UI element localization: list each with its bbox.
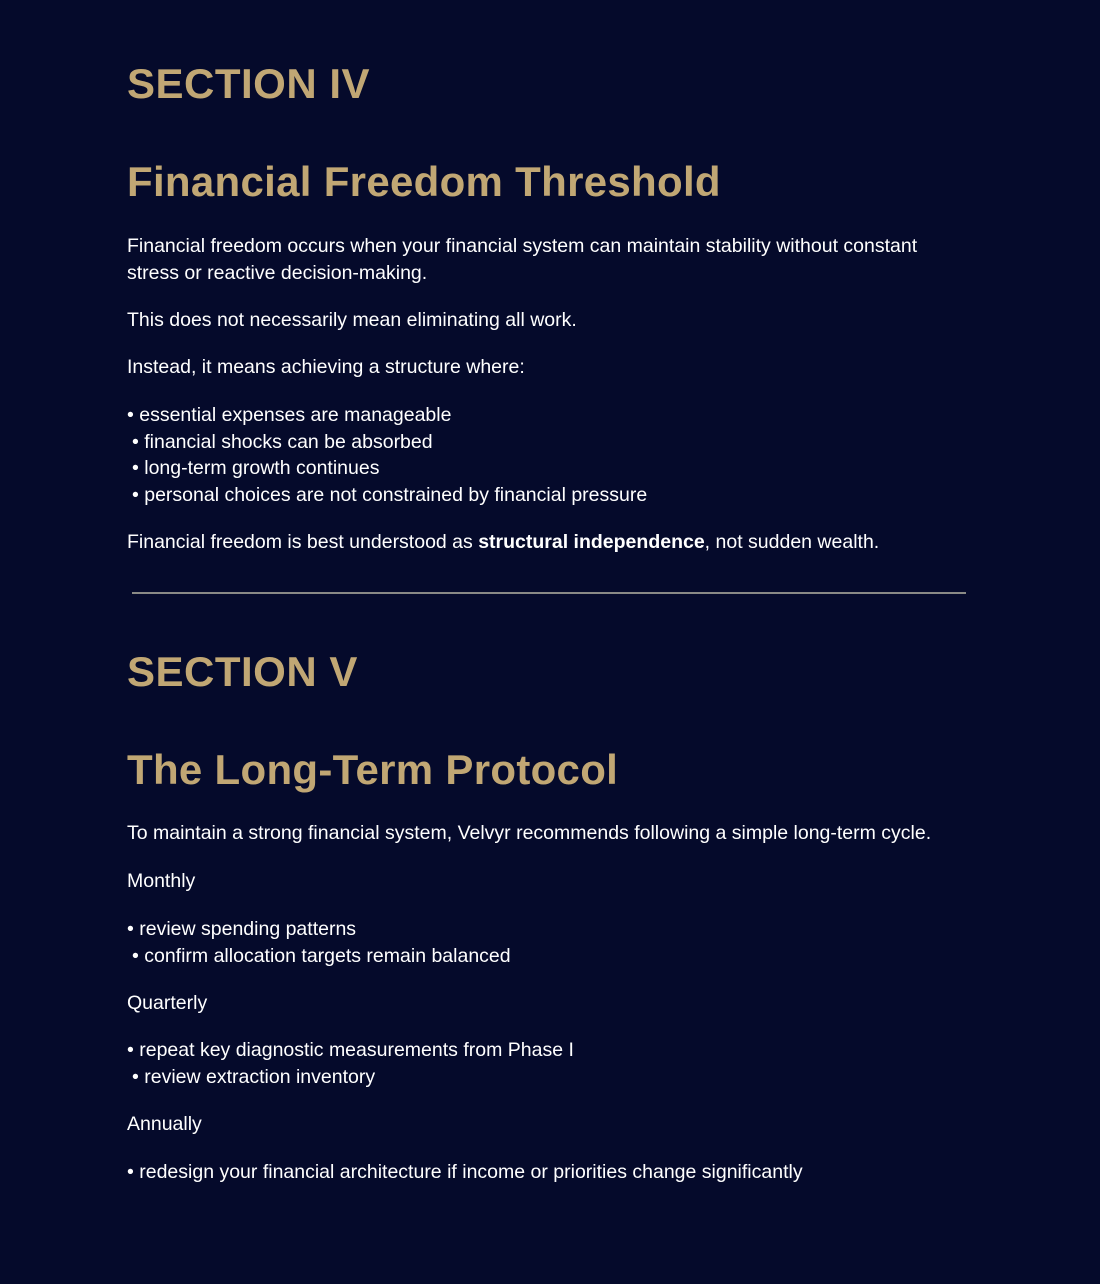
list-item: • repeat key diagnostic measurements from Phase I xyxy=(127,1039,574,1061)
quarterly-label: Quarterly xyxy=(127,992,208,1014)
section-4-closing-statement xyxy=(127,529,879,556)
section-divider xyxy=(132,592,966,594)
closing-text-start: Financial freedom is best understood as xyxy=(127,531,479,553)
list-item: • confirm allocation targets remain balanced xyxy=(132,944,511,967)
annually-bullet-list xyxy=(127,1159,803,1186)
section-4-paragraph-2: This does not necessarily mean eliminating all work. xyxy=(127,309,577,331)
section-4-paragraph-3: Instead, it means achieving a structure where: xyxy=(127,356,525,378)
list-item: • redesign your financial architecture if income or priorities change significantly xyxy=(127,1161,803,1183)
annually-label: Annually xyxy=(127,1113,202,1135)
section-4-paragraph-1: Financial freedom occurs when your financial system can maintain stability without constant stress or reactive decision-making. xyxy=(127,235,918,284)
list-item: • essential expenses are manageable xyxy=(127,404,452,426)
list-item: • financial shocks can be absorbed xyxy=(132,430,433,453)
list-item: • personal choices are not constrained by financial pressure xyxy=(132,483,648,506)
section-4-title: Financial Freedom Threshold xyxy=(127,158,721,205)
section-4-bullet-list xyxy=(127,402,647,508)
list-item: • review extraction inventory xyxy=(132,1065,376,1088)
closing-emphasis: structural independence xyxy=(478,531,705,553)
list-item: • review spending patterns xyxy=(127,918,357,940)
list-item: • long-term growth continues xyxy=(132,457,380,479)
section-5-label: SECTION V xyxy=(127,648,358,695)
monthly-label: Monthly xyxy=(127,870,196,892)
quarterly-bullet-list xyxy=(127,1037,574,1090)
closing-text-end: , not sudden wealth. xyxy=(704,531,880,553)
section-5-title: The Long-Term Protocol xyxy=(127,746,619,793)
section-4-label: SECTION IV xyxy=(127,60,371,107)
section-5-intro: To maintain a strong financial system, Velvyr recommends following a simple long-term cycle. xyxy=(127,822,932,844)
monthly-bullet-list xyxy=(127,916,511,969)
